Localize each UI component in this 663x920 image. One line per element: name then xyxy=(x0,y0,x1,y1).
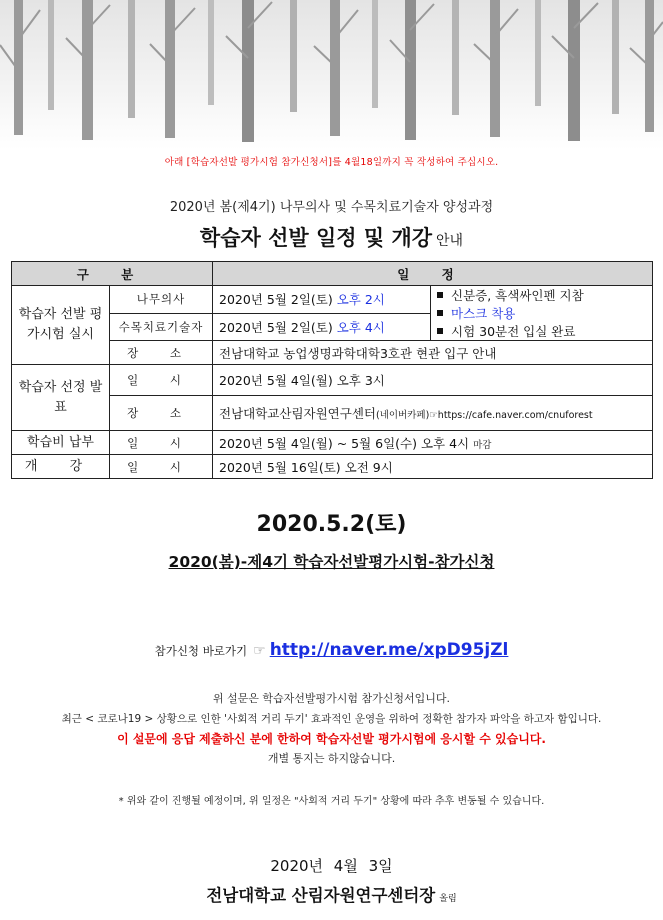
list-item: 마스크 착용 xyxy=(437,304,646,322)
page-title-main: 학습자 선발 일정 및 개강 xyxy=(199,226,433,250)
issuer xyxy=(0,882,663,906)
exam-place-value: 전남대학교 농업생명과학대학3호관 현관 입구 안내 xyxy=(213,341,653,365)
tuition-category: 학습비 납부 xyxy=(12,431,110,455)
shortcut-label: 참가신청 바로가기 xyxy=(154,644,248,658)
application-title-link[interactable]: 2020(봄)-제4기 학습자선발평가시험-참가신청 xyxy=(168,553,495,571)
technician-schedule xyxy=(213,313,431,341)
table-row xyxy=(12,455,653,479)
square-bullet-icon xyxy=(437,310,443,316)
no-individual-notice: 개별 통지는 하지않습니다. xyxy=(267,752,396,765)
table-row xyxy=(12,431,653,455)
opening-date-value: 2020년 5월 16일(토) 오전 9시 xyxy=(213,455,653,479)
application-title xyxy=(0,550,663,572)
square-bullet-icon xyxy=(437,292,443,298)
issuer-name: 전남대학교 산림자원연구센터장 xyxy=(206,886,436,905)
issue-date: 2020년 4월 3일 xyxy=(270,857,393,875)
table-row xyxy=(12,365,653,396)
opening-category: 개 강 xyxy=(12,455,110,479)
announce-date-label: 일 시 xyxy=(110,365,213,396)
pointing-hand-icon: ☞ xyxy=(253,643,266,659)
survey-description: 위 설문은 학습자선발평가시험 참가신청서입니다. xyxy=(212,692,451,705)
tree-doctor-schedule xyxy=(213,286,431,314)
technician-label: 수목치료기술자 xyxy=(110,313,213,341)
list-item: 시험 30분전 입실 완료 xyxy=(437,322,646,340)
opening-date-label: 일 시 xyxy=(110,455,213,479)
square-bullet-icon xyxy=(437,328,443,334)
schedule-change-notice: * 위와 같이 진행될 예정이며, 위 일정은 "사회적 거리 두기" 상황에 따라 추후 변동될 수 있습니다. xyxy=(118,796,545,807)
tree-doctor-time: 오후 2시 xyxy=(336,292,385,308)
header-schedule: 일 정 xyxy=(213,262,653,286)
technician-time: 오후 4시 xyxy=(336,319,385,335)
application-url-link[interactable]: http://naver.me/xpD95jZl xyxy=(269,640,509,660)
issuer-sign: 올림 xyxy=(439,894,457,904)
page-title-suffix: 안내 xyxy=(436,233,464,249)
winter-forest-banner xyxy=(0,0,663,150)
eligibility-warning: 이 설문에 응답 제출하신 분에 한하여 학습자선발 평가시험에 응시할 수 있습니다. xyxy=(117,732,546,746)
page-title xyxy=(0,222,663,252)
announce-place-value: 전남대학교산림자원연구센터(네이버카페)☞https://cafe.naver.com/cnuforest xyxy=(213,396,653,431)
table-row xyxy=(12,286,653,314)
table-header-row xyxy=(12,262,653,286)
deadline-notice: 아래 [학습자선발 평가시험 참가신청서]를 4월18일까지 꼭 작성하여 주십시오. xyxy=(164,157,499,168)
survey-purpose: 최근 < 코로나19 > 상황으로 인한 '사회적 거리 두기' 효과적인 운영을 위하여 정확한 참가자 파악을 하고자 함입니다. xyxy=(61,713,602,725)
technician-date: 2020년 5월 2일(토) xyxy=(219,319,333,335)
announce-date-value: 2020년 5월 4일(월) 오후 3시 xyxy=(213,365,653,396)
tree-doctor-date: 2020년 5월 2일(토) xyxy=(219,292,333,308)
list-item: 신분증, 흑색싸인펜 지참 xyxy=(437,286,646,304)
exam-notes xyxy=(431,286,653,341)
schedule-table xyxy=(11,261,653,479)
exam-date-heading: 2020.5.2(토) xyxy=(256,512,407,537)
announce-place-label: 장 소 xyxy=(110,396,213,431)
application-shortcut xyxy=(0,640,663,660)
header-category: 구 분 xyxy=(12,262,213,286)
tuition-date-value: 2020년 5월 4일(월) ~ 5월 6일(수) 오후 4시 마감 xyxy=(213,431,653,455)
tree-doctor-label: 나무의사 xyxy=(110,286,213,314)
cafe-link[interactable]: (네이버카페)☞https://cafe.naver.com/cnuforest xyxy=(375,410,593,421)
tuition-date-label: 일 시 xyxy=(110,431,213,455)
announce-category: 학습자 선정 발 표 xyxy=(12,365,110,431)
exam-place-label: 장 소 xyxy=(110,341,213,365)
exam-category: 학습자 선발 평가시험 실시 xyxy=(12,286,110,365)
course-name: 2020년 봄(제4기) 나무의사 및 수목치료기술자 양성과정 xyxy=(169,200,494,215)
